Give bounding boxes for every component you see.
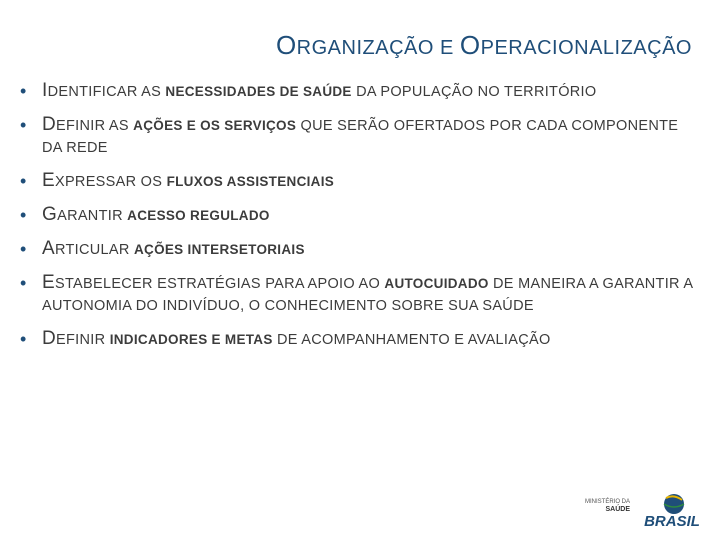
bullet-item: • ESTABELECER ESTRATÉGIAS PARA APOIO AO AUTOCUIDADO DE MANEIRA A GARANTIR A AUTONOMIA DO INDIVÍDUO, O CONHECIMENTO SOBRE SUA SAÚDE xyxy=(20,272,693,314)
slide-title xyxy=(0,30,692,61)
bullet-dot-icon: • xyxy=(20,205,27,225)
bullet-dot-icon: • xyxy=(20,273,27,293)
bullet-item: • GARANTIR ACESSO REGULADO xyxy=(20,204,270,225)
brasil-wordmark: BRASIL xyxy=(644,513,700,530)
brasil-logo-icon xyxy=(634,490,710,532)
ministerio-label: MINISTÉRIO DA SAÚDE xyxy=(584,499,630,513)
bullet-list xyxy=(20,80,700,362)
bullet-item: • DEFINIR INDICADORES E METAS DE ACOMPANHAMENTO E AVALIAÇÃO xyxy=(20,328,551,349)
bullet-item: • ARTICULAR AÇÕES INTERSETORIAIS xyxy=(20,238,305,259)
bullet-dot-icon: • xyxy=(20,239,27,259)
title-cap-1: O xyxy=(275,30,297,60)
bullet-dot-icon: • xyxy=(20,115,27,135)
ministerio-saude-logo xyxy=(580,490,710,532)
bullet-item: • IDENTIFICAR AS NECESSIDADES DE SAÚDE DA POPULAÇÃO NO TERRITÓRIO xyxy=(20,80,597,101)
title-cap-2: O xyxy=(459,30,481,60)
bullet-item: • DEFINIR AS AÇÕES E OS SERVIÇOS QUE SERÃO OFERTADOS POR CADA COMPONENTE DA REDE xyxy=(20,114,679,156)
bullet-item: • EXPRESSAR OS FLUXOS ASSISTENCIAIS xyxy=(20,170,335,191)
bullet-dot-icon: • xyxy=(20,81,27,101)
bullet-dot-icon: • xyxy=(20,171,27,191)
title-rest-2: PERACIONALIZAÇÃO xyxy=(480,37,692,59)
bullet-dot-icon: • xyxy=(20,329,27,349)
title-rest-1: RGANIZAÇÃO E xyxy=(296,37,454,59)
